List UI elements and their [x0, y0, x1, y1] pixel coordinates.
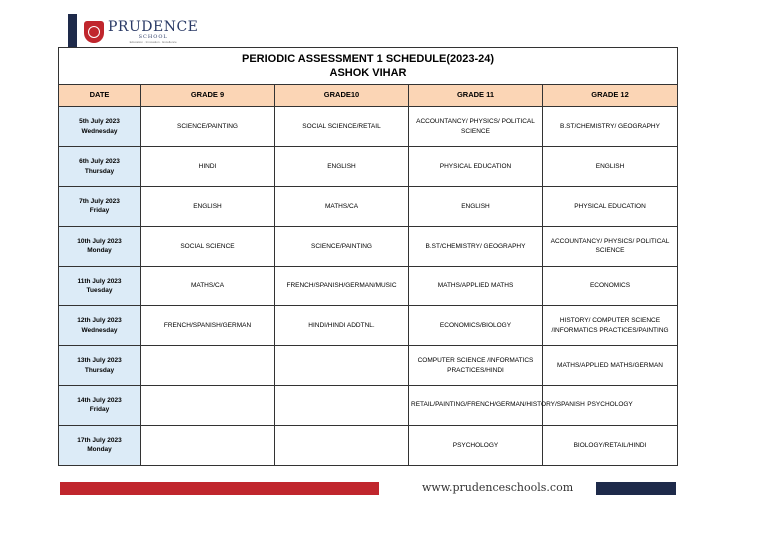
subject-cell-g9: SCIENCE/PAINTING — [141, 107, 275, 147]
schedule-title — [59, 48, 678, 85]
subject-cell-g10: MATHS/CA — [275, 186, 409, 226]
day-text: Wednesday — [81, 326, 118, 334]
title-line-2: ASHOK VIHAR — [329, 67, 407, 80]
subject-cell-g12: PHYSICAL EDUCATION — [543, 186, 678, 226]
date-cell — [59, 267, 141, 306]
table-row — [59, 346, 678, 385]
logo-accent-bar — [68, 14, 77, 50]
logo-sub: SCHOOL — [138, 34, 168, 40]
header-row — [59, 85, 678, 107]
subject-cell-g9 — [141, 385, 275, 425]
date-cell — [59, 346, 141, 385]
date-cell — [59, 147, 141, 186]
subject-cell-g9 — [141, 346, 275, 385]
table-row — [59, 385, 678, 425]
subject-cell-g12: BIOLOGY/RETAIL/HINDI — [543, 425, 678, 465]
subject-cell-g12: MATHS/APPLIED MATHS/GERMAN — [543, 346, 678, 385]
date-text: 12th July 2023 — [77, 317, 122, 325]
schedule-table — [58, 47, 678, 466]
date-cell — [59, 226, 141, 266]
subject-cell-g9 — [141, 425, 275, 465]
subject-cell-g10: HINDI/HINDI ADDTNL. — [275, 306, 409, 346]
subject-cell-g12: PSYCHOLOGY — [543, 385, 678, 425]
footer-navy-bar — [596, 482, 676, 495]
subject-cell-g10: SCIENCE/PAINTING — [275, 226, 409, 266]
subject-cell-g11: PHYSICAL EDUCATION — [409, 147, 543, 186]
subject-cell-g11: ENGLISH — [409, 186, 543, 226]
subject-cell-g12: ECONOMICS — [543, 267, 678, 306]
date-text: 5th July 2023 — [79, 118, 120, 126]
header-grade-12: GRADE 12 — [543, 85, 678, 107]
subject-cell-g10 — [275, 385, 409, 425]
subject-cell-g11: PSYCHOLOGY — [409, 425, 543, 465]
subject-cell-g11: RETAIL/PAINTING/FRENCH/GERMAN/HISTORY/SPANISH — [409, 385, 543, 425]
subject-cell-g10 — [275, 346, 409, 385]
subject-cell-g12: B.ST/CHEMISTRY/ GEOGRAPHY — [543, 107, 678, 147]
subject-cell-g11: B.ST/CHEMISTRY/ GEOGRAPHY — [409, 226, 543, 266]
table-row — [59, 186, 678, 226]
subject-cell-g12: ACCOUNTANCY/ PHYSICS/ POLITICAL SCIENCE — [543, 226, 678, 266]
date-text: 14th July 2023 — [77, 396, 122, 404]
subject-cell-g9: SOCIAL SCIENCE — [141, 226, 275, 266]
subject-cell-g11: ECONOMICS/BIOLOGY — [409, 306, 543, 346]
day-text: Thursday — [84, 366, 115, 374]
table-row — [59, 147, 678, 186]
day-text: Monday — [87, 446, 112, 454]
subject-cell-g9: FRENCH/SPANISH/GERMAN — [141, 306, 275, 346]
date-cell — [59, 107, 141, 147]
subject-cell-g9: MATHS/CA — [141, 267, 275, 306]
subject-cell-g11: COMPUTER SCIENCE /INFORMATICS PRACTICES/HINDI — [409, 346, 543, 385]
date-cell — [59, 425, 141, 465]
table-row — [59, 226, 678, 266]
date-text: 7th July 2023 — [79, 197, 120, 205]
table-row — [59, 425, 678, 465]
crest-icon — [84, 21, 104, 43]
subject-cell-g12: HISTORY/ COMPUTER SCIENCE /INFORMATICS PRACTICES/PAINTING — [543, 306, 678, 346]
subject-cell-g11: MATHS/APPLIED MATHS — [409, 267, 543, 306]
school-logo — [84, 18, 198, 46]
day-text: Monday — [87, 247, 112, 255]
header-grade-10: GRADE10 — [275, 85, 409, 107]
date-cell — [59, 385, 141, 425]
subject-cell-g12: ENGLISH — [543, 147, 678, 186]
date-text: 13th July 2023 — [77, 357, 122, 365]
subject-cell-g10 — [275, 425, 409, 465]
footer-url: www.prudenceschools.com — [422, 481, 574, 494]
table-row — [59, 267, 678, 306]
day-text: Wednesday — [81, 127, 118, 135]
date-text: 11th July 2023 — [77, 277, 122, 285]
day-text: Friday — [89, 207, 110, 215]
subject-cell-g10: SOCIAL SCIENCE/RETAIL — [275, 107, 409, 147]
date-text: 10th July 2023 — [77, 238, 122, 246]
footer-red-bar — [60, 482, 379, 495]
table-row — [59, 107, 678, 147]
subject-cell-g9: ENGLISH — [141, 186, 275, 226]
date-cell — [59, 186, 141, 226]
subject-cell-g10: ENGLISH — [275, 147, 409, 186]
header-date: DATE — [59, 85, 141, 107]
date-text: 17th July 2023 — [77, 436, 122, 444]
header-grade-11: GRADE 11 — [409, 85, 543, 107]
day-text: Tuesday — [86, 287, 113, 295]
subject-cell-g9: HINDI — [141, 147, 275, 186]
subject-cell-g11: ACCOUNTANCY/ PHYSICS/ POLITICAL SCIENCE — [409, 107, 543, 147]
table-row — [59, 306, 678, 346]
header-grade-9: GRADE 9 — [141, 85, 275, 107]
logo-name: PRUDENCE — [108, 19, 199, 35]
date-cell — [59, 306, 141, 346]
date-text: 6th July 2023 — [79, 158, 120, 166]
day-text: Friday — [89, 406, 110, 414]
logo-tagline: Education · Innovation · Excellence — [129, 40, 177, 44]
subject-cell-g10: FRENCH/SPANISH/GERMAN/MUSIC — [275, 267, 409, 306]
day-text: Thursday — [84, 167, 115, 175]
title-line-1: PERIODIC ASSESSMENT 1 SCHEDULE(2023-24) — [241, 52, 495, 65]
